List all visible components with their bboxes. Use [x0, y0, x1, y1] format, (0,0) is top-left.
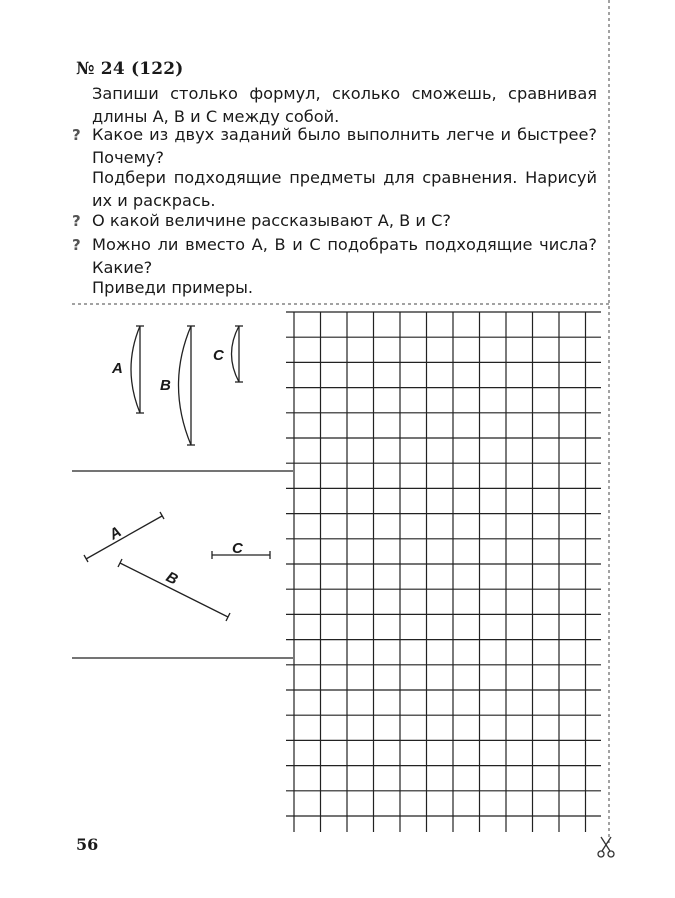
scissors-icon — [597, 836, 615, 858]
task-paragraph-2: Какое из двух заданий было выполнить легче и быстрее? Почему? — [92, 125, 597, 167]
question-icon: ? — [72, 236, 81, 254]
figure2-label-c: C — [232, 540, 243, 557]
task-paragraph-3: Подбери подходящие предметы для сравнения. Нарисуй их и раскрась. — [92, 168, 597, 210]
arc-a — [131, 326, 140, 413]
question-icon: ? — [72, 126, 81, 144]
task-paragraph-4: О какой величине рассказывают A, B и C? — [92, 211, 451, 230]
arc-c — [232, 326, 240, 382]
figure1-label-c: C — [213, 347, 224, 364]
task-paragraph-1: Запиши столько формул, сколько сможешь, сравнивая длины A, B и C между собой. — [92, 84, 597, 126]
squared-grid — [286, 312, 601, 832]
task-paragraph-5: Можно ли вместо A, B и C подобрать подходящие числа? Какие? — [92, 235, 597, 277]
figure2-label-a: A — [106, 523, 125, 544]
task-number: № 24 (122) — [76, 59, 184, 79]
task-paragraph-6: Приведи примеры. — [92, 278, 254, 297]
question-icon: ? — [72, 212, 81, 230]
figure1-label-a: A — [112, 360, 123, 377]
figure1-label-b: B — [160, 377, 171, 394]
arc-b — [179, 326, 192, 445]
figure2-label-b: B — [163, 568, 181, 589]
page-number: 56 — [76, 835, 99, 854]
